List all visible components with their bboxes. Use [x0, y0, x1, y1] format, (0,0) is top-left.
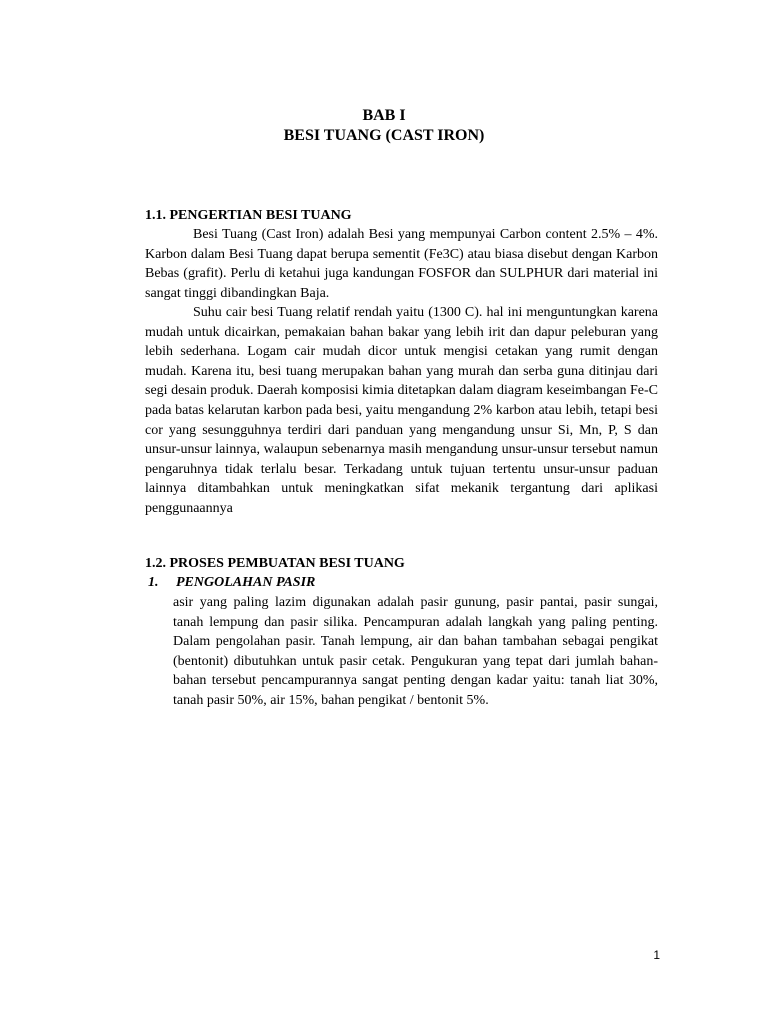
section-heading-proses: 1.2. PROSES PEMBUATAN BESI TUANG — [145, 556, 405, 571]
paragraph-melting-point: Suhu cair besi Tuang relatif rendah yaitu (1300 C). hal ini menguntungkan karena mudah untuk dicairkan, pemakaian bahan bakar yang lebih irit dan dapur peleburan yang lebih sederhana. Logam cair mudah dicor untuk mengisi cetakan yang rumit dengan mudah. Karena itu, besi tuang merupakan bahan yang murah dan serba guna ditinjau dari segi desain produk. Daerah komposisi kimia ditetapkan dalam diagram keseimbangan Fe-C pada batas kelarutan karbon pada besi, yaitu mengandung 2% karbon atau lebih, tetapi besi cor yang sesungguhnya terdiri dari panduan yang mengandung unsur Si, Mn, P, S dan unsur-unsur lainnya, walaupun sebenarnya masih mengandung unsur-unsur tersebut namun pengaruhnya tidak terlalu besar. Terkadang untuk tujuan tertentu unsur-unsur paduan lainnya ditambahkan untuk meningkatkan sifat mekanik tergantung dari aplikasi penggunaannya — [145, 305, 658, 516]
chapter-number: BAB I — [362, 107, 406, 124]
chapter-title: BESI TUANG (CAST IRON) — [283, 127, 485, 144]
paragraph-definition: Besi Tuang (Cast Iron) adalah Besi yang mempunyai Carbon content 2.5% – 4%. Karbon dalam Besi Tuang dapat berupa sementit (Fe3C) atau biasa disebut dengan Karbon Bebas (grafit). Perlu di ketahui juga kandungan FOSFOR dan SULPHUR dari material ini sangat tinggi dibandingkan Baja. — [145, 227, 658, 301]
section-heading-pengertian: 1.1. PENGERTIAN BESI TUANG — [145, 208, 352, 223]
subsection-number: 1. — [148, 575, 159, 590]
subsection-heading-pengolahan-pasir — [145, 573, 315, 592]
subsection-title: PENGOLAHAN PASIR — [176, 575, 316, 590]
page-number: 1 — [653, 948, 660, 962]
paragraph-sand-processing: asir yang paling lazim digunakan adalah pasir gunung, pasir pantai, pasir sungai, tanah lempung dan pasir silika. Pencampuran adalah langkah yang paling penting. Dalam pengolahan pasir. Tanah lempung, air dan bahan tambahan sebagai pengikat (bentonit) dibutuhkan untuk pasir cetak. Pengukuran yang tepat dari jumlah bahan-bahan tersebut pencampurannya sangat penting dengan kadar yaitu: tanah liat 30%, tanah pasir 50%, air 15%, bahan pengikat / bentonit 5%. — [173, 595, 658, 708]
